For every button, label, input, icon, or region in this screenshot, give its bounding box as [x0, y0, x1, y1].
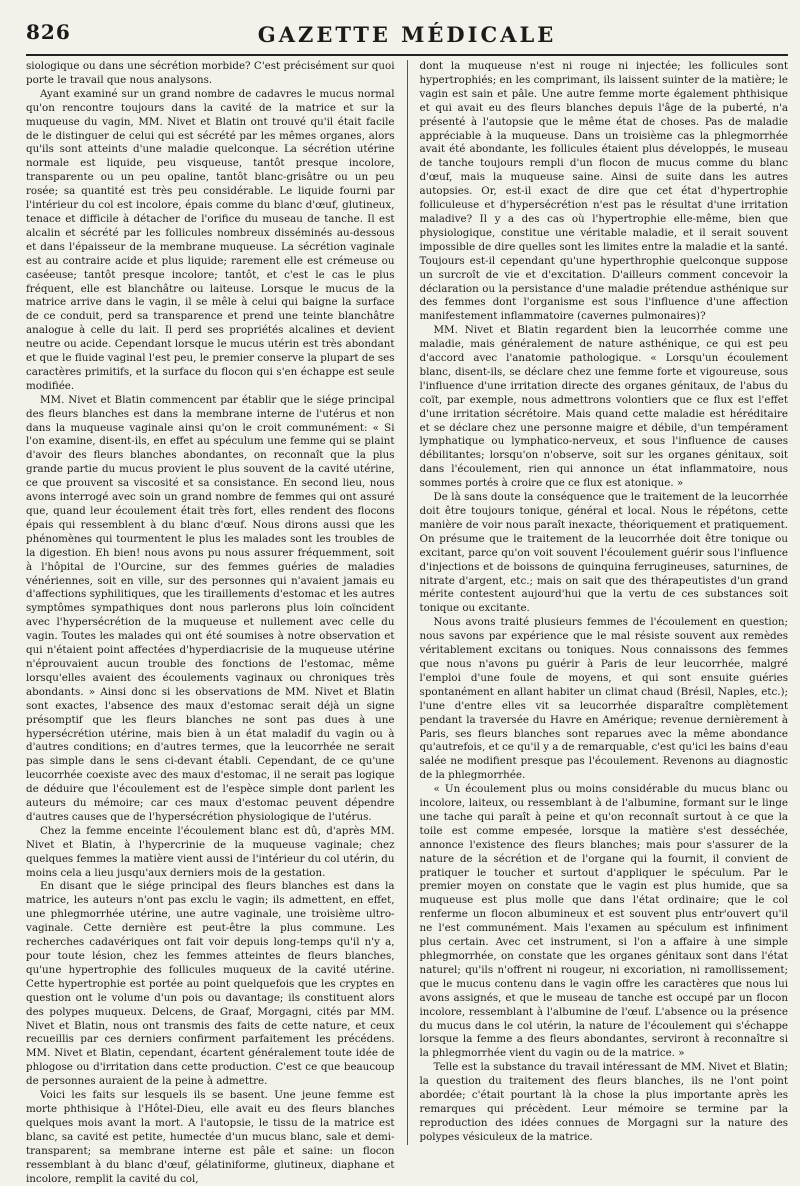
paragraph: Nous avons traité plusieurs femmes de l'écoulement en question; nous savons par expérience que le mal résiste souvent aux remèdes véritablement excitans ou toniques. Nous connaissons des femmes que nous n'avons pu guérir à Paris de leur leucorrhée, malgré l'emploi d'une foule de moyens, et qui sont ensuite guéries spontanément en allant habiter un climat chaud (Brésil, Naples, etc.); l'une d'entre elles vit sa leucorrhée disparaître complètement pendant la traversée du Havre en Amérique; revenue dernièrement à Paris, ses fleurs blanches sont reparues avec la même abondance qu'autrefois, et ce qu'il y a de remarquable, c'est qu'ici les bains d'eau salée ne modifient presque pas l'écoulement. Revenons au diagnostic de la phlegmorrhée.	[419, 616, 789, 782]
left-column	[26, 60, 395, 1185]
paragraph: Voici les faits sur lesquels ils se basent. Une jeune femme est morte phthisique à l'Hôtel-Dieu, elle avait eu des fleurs blanches quelques mois avant la mort. A l'autopsie, le tissu de la matrice est blanc, sa cavité est petite, humectée d'un mucus blanc, sale et demi-transparent; sa membrane interne est pâle et saine: un flocon ressemblant à du blanc d'œuf, gélatiniforme, glutineux, diaphane et incolore, remplit la cavité du col,	[26, 1089, 395, 1185]
page-number: 826	[26, 20, 71, 44]
paragraph: Telle est la substance du travail intéressant de MM. Nivet et Blatin; la question du traitement des fleurs blanches, ils ne l'ont point abordée; c'était pourtant là la chose la plus importante après les remarques qui précèdent. Leur mémoire se termine par la reproduction des idées connues de Morgagni sur la nature des polypes vésiculeux de la matrice.	[419, 1061, 789, 1143]
right-column	[420, 60, 789, 1145]
paragraph: Chez la femme enceinte l'écoulement blanc est dû, d'après MM. Nivet et Blatin, à l'hypercrinie de la muqueuse vaginale; chez quelques femmes la matière vient aussi de l'intérieur du col utérin, du moins cela a lieu jusqu'aux derniers mois de la gestation.	[26, 824, 395, 879]
paragraph: MM. Nivet et Blatin regardent bien la leucorrhée comme une maladie, mais généralement de nature asthénique, ce qui est peu d'accord avec l'anatomie pathologique. « Lorsqu'un écoulement blanc, disent-ils, se déclare chez une femme forte et vigoureuse, sous l'influence d'une irritation directe des organes génitaux, de l'abus du coït, par exemple, nous admettrons volontiers que ce flux est l'effet d'une irritation sécrétoire. Mais quand cette maladie est héréditaire et se déclare chez une personne maigre et débile, d'un tempérament lymphatique ou lymphatico-nerveux, et sous l'influence de causes débilitantes; lorsqu'on n'observe, soit sur les organes génitaux, soit dans l'écoulement, rien qui annonce un état inflammatoire, nous sommes portés à croire que ce flux est atonique. »	[419, 324, 789, 490]
paragraph: « Un écoulement plus ou moins considérable du mucus blanc ou incolore, laiteux, ou ressemblant à de l'albumine, formant sur le linge une tache qui paraît à peine et qu'on reconnaît surtout à ce que la toile est comme empesée, lorsque la matière s'est desséchée, annonce l'existence des fleurs blanches; mais pour s'assurer de la nature de la sécrétion et de l'organe qui la fournit, il convient de pratiquer le toucher et surtout d'appliquer le spéculum. Par le premier moyen on constate que le vagin est plus humide, que sa muqueuse est plus molle que dans l'état ordinaire; que le col renferme un flocon albumineux et est souvent plus entr'ouvert qu'il ne l'est communément. Mais l'examen au spéculum est infiniment plus certain. Avec cet instrument, si l'on a affaire à une simple phlegmorrhée, on constate que les organes génitaux sont dans l'état naturel; qu'ils n'offrent ni rougeur, ni excoriation, ni ramollissement; que le mucus contenu dans le vagin offre les caractères que nous lui avons assignés, et que le museau de tanche est occupé par un flocon incolore, ressemblant à l'albumine de l'œuf. L'absence ou la présence du mucus dans le col utérin, la nature de l'écoulement qui s'échappe lorsque la femme a des fleurs abondantes, serviront à reconnaître si la phlegmorrhée vient du vagin ou de la matrice. »	[419, 783, 789, 1060]
paragraph: De là sans doute la conséquence que le traitement de la leucorrhée doit être toujours tonique, général et local. Nous le répétons, cette manière de voir nous paraît inexacte, théoriquement et pratiquement. On présume que le traitement de la leucorrhée doit être tonique ou excitant, parce qu'on voit souvent l'écoulement guérir sous l'influence d'injections et de boissons de quinquina ferrugineuses, saturnines, de nitrate d'argent, etc.; mais on sait que des thérapeutistes d'un grand mérite contestent aujourd'hui que la vertu de ces substances soit tonique ou excitante.	[419, 491, 789, 615]
page-header	[26, 14, 788, 56]
journal-title: GAZETTE MÉDICALE	[257, 22, 557, 47]
paragraph: Ayant examiné sur un grand nombre de cadavres le mucus normal qu'on rencontre toujours dans la cavité de la matrice et sur la muqueuse du vagin, MM. Nivet et Blatin ont trouvé qu'il était facile de le distinguer de celui qui est sécrété par les mêmes organes, alors qu'ils sont atteints d'une maladie quelconque. La sécrétion utérine normale est liquide, peu visqueuse, tantôt presque incolore, transparente ou un peu opaline, tantôt blanc-grisâtre ou un peu rosée; sa quantité est très peu considérable. Le liquide fourni par l'intérieur du col est incolore, épais comme du blanc d'œuf, glutineux, tenace et difficile à détacher de l'orifice du museau de tanche. Il est alcalin et sécrété par les follicules nombreux disséminés au-dessous et dans l'épaisseur de la membrane muqueuse. La sécrétion vaginale est au contraire acide et plus liquide; rarement elle est crémeuse ou caséeuse; tantôt presque incolore; tantôt, et c'est le cas le plus fréquent, elle est blanchâtre ou laiteuse. Lorsque le mucus de la matrice arrive dans le vagin, il se mêle à celui qui baigne la surface de ce conduit, perd sa transparence et prend une teinte blanchâtre analogue à celle du lait. Il perd ses propriétés alcalines et devient neutre ou acide. Cependant lorsque le mucus utérin est très abondant et que le fluide vaginal l'est peu, le premier conserve la plupart de ses caractères primitifs, et la surface du flocon qui s'en échappe est seule modifiée.	[26, 87, 395, 392]
paragraph: dont la muqueuse n'est ni rouge ni injectée; les follicules sont hypertrophiés; en les comprimant, ils laissent suinter de la matière; le vagin est sain et pâle. Une autre femme morte également phthisique et qui avait eu des fleurs blanches depuis l'âge de la puberté, n'a présenté à l'autopsie que le même état de choses. Pas de maladie appréciable à la muqueuse. Dans un troisième cas la phlegmorrhée avait été abondante, les follicules étaient plus développés, le museau de tanche toujours rempli d'un flocon de mucus comme du blanc d'œuf, mais la muqueuse saine. Ainsi de suite dans les autres autopsies. Or, est-il exact de dire que cet état d'hypertrophie folliculeuse et d'hypersécrétion n'est pas le résultat d'une irritation maladive? Il y a des cas où l'hypertrophie elle-même, bien que physiologique, constitue une véritable maladie, et il serait souvent impossible de dire quelles sont les limites entre la maladie et la santé. Toujours est-il cependant qu'une hyperthrophie quelconque suppose un surcroît de vie et d'excitation. D'ailleurs comment concevoir la déclaration ou la persistance d'une maladie prétendue asthénique sur des femmes dont l'organisme est sous l'influence d'une affection manifestement inflammatoire (cavernes pulmonaires)?	[419, 60, 789, 323]
paragraph: En disant que le siége principal des fleurs blanches est dans la matrice, les auteurs n'ont pas exclu le vagin; ils admettent, en effet, une phlegmorrhée utérine, une autre vaginale, une troisième ultro-vaginale. Cette dernière est peut-être la plus commune. Les recherches cadavériques ont fait voir depuis long-temps qu'il n'y a, pour toute lésion, chez les femmes atteintes de fleurs blanches, qu'une hypertrophie des follicules muqueux de la cavité utérine. Cette hypertrophie est portée au point quelquefois que les cryptes en question ont le volume d'un pois ou davantage; ils constituent alors des polypes muqueux. Delcens, de Graaf, Morgagni, cités par MM. Nivet et Blatin, nous ont transmis des faits de cette nature, et ceux recueillis par ces derniers confirment parfaitement les précédens. MM. Nivet et Blatin, cependant, écartent généralement toute idée de phlogose ou d'irritation dans cette production. C'est ce que beaucoup de personnes auraient de la peine à admettre.	[26, 880, 395, 1088]
paragraph: MM. Nivet et Blatin commencent par établir que le siége principal des fleurs blanches est dans la membrane interne de l'utérus et non dans la muqueuse vaginale ainsi qu'on le croit communément: « Si l'on examine, disent-ils, en effet au spéculum une femme qui se plaint d'avoir des fleurs blanches abondantes, on reconnaît que la plus grande partie du mucus provient le plus souvent de la cavité utérine, ce que prouvent sa viscosité et sa consistance. En second lieu, nous avons interrogé avec soin un grand nombre de femmes qui ont assuré que, quand leur écoulement était très fort, elles rendent des flocons épais qui ressemblent à du blanc d'œuf. Nous dirons aussi que les phénomènes qui tourmentent le plus les malades sont les troubles de la digestion. Eh bien! nous avons pu nous assurer fréquemment, soit à l'hôpital de l'Ourcine, sur des femmes guéries de maladies vénériennes, soit en ville, sur des personnes qui n'avaient jamais eu d'affections syphilitiques, que les tiraillements d'estomac et les autres symptômes sympathiques dont nous parlerons plus loin coïncident avec l'hypersécrétion de la muqueuse et nullement avec celle du vagin. Toutes les malades qui ont été soumises à notre observation et qui n'étaient point affectées d'hyperdiacrisie de la muqueuse utérine n'éprouvaient aucun trouble des fonctions de l'estomac, même lorsqu'elles avaient des écoulements vaginaux ou chroniques très abondants. » Ainsi donc si les observations de MM. Nivet et Blatin sont exactes, l'absence des maux d'estomac serait déjà un signe présomptif que les fleurs blanches ne sont pas dues à une hypersécrétion utérine, mais bien à un état maladif du vagin ou à d'autres conditions; en d'autres termes, que la leucorrhée ne serait pas simple dans le sens ci-devant établi. Cependant, de ce qu'une leucorrhée coexiste avec des maux d'estomac, il ne serait pas logique de déduire que l'écoulement est de l'espèce simple dont parlent les auteurs du mémoire; car ces maux d'estomac peuvent dépendre d'autres causes que de l'hypersécrétion physiologique de l'utérus.	[26, 393, 395, 823]
text-columns	[26, 60, 789, 1185]
paragraph: siologique ou dans une sécrétion morbide? C'est précisément sur quoi porte le travail que nous analysons.	[26, 60, 395, 86]
column-divider	[407, 60, 408, 1145]
